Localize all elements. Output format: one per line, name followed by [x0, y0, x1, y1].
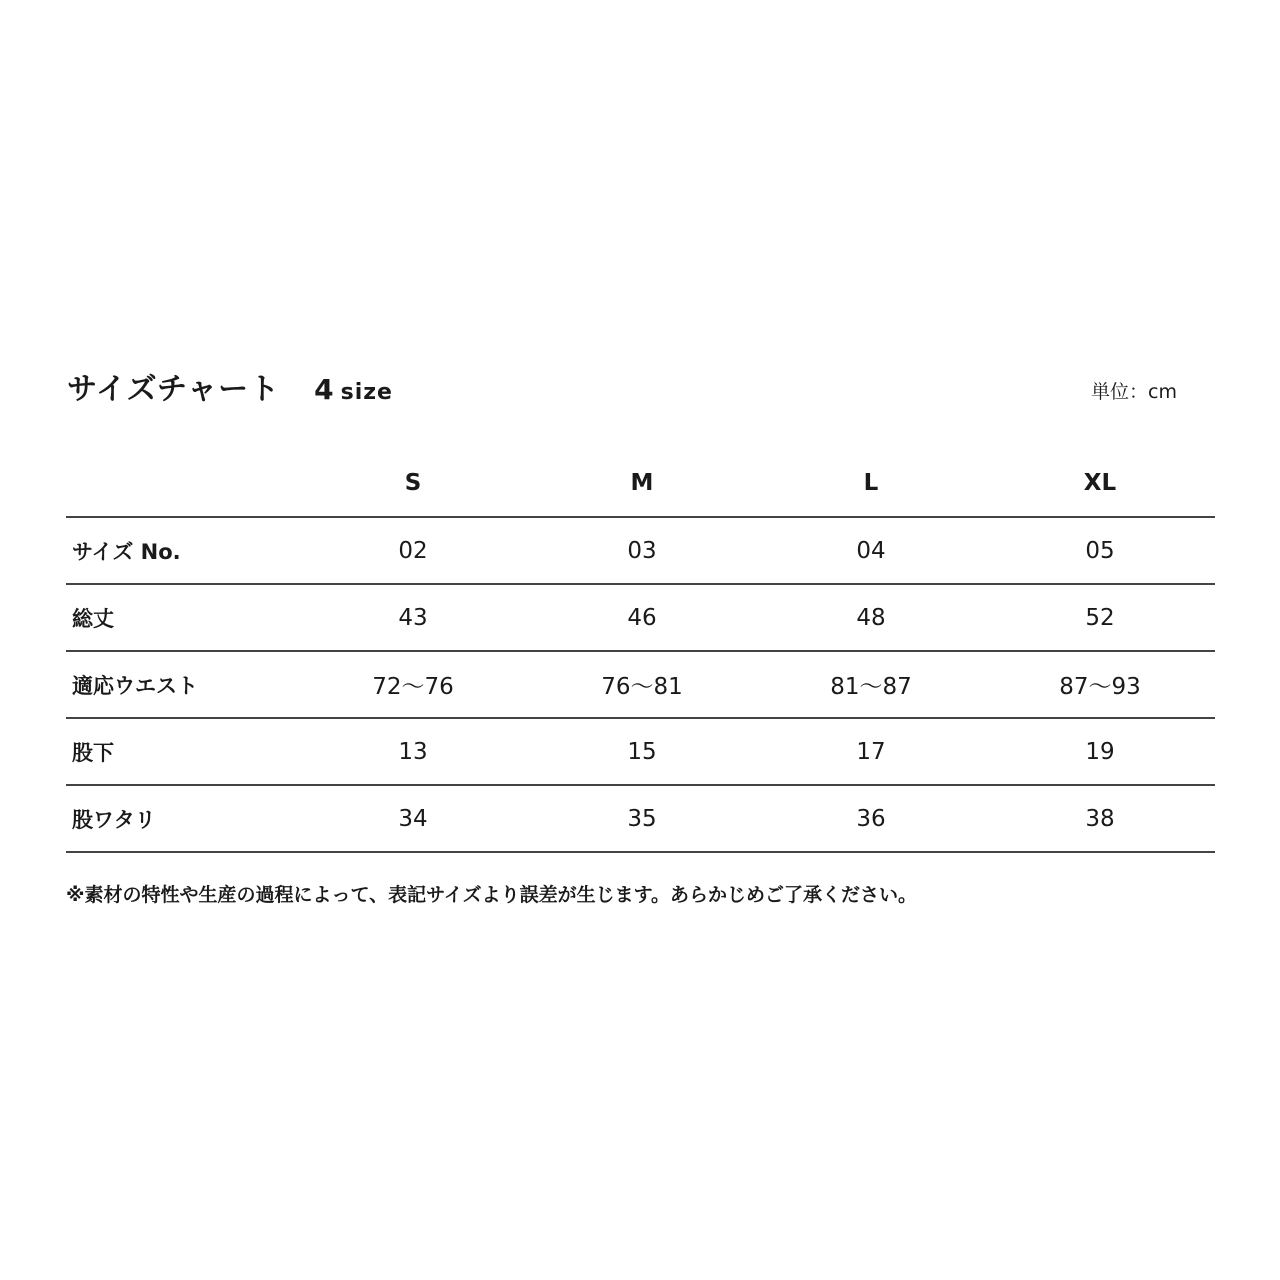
row-label: 股ワタリ — [72, 807, 156, 832]
column-header-m: M — [630, 470, 654, 496]
table-cell: 38 — [1085, 805, 1115, 832]
unit-label: 単位：cm — [1091, 381, 1177, 403]
title-text: サイズチャート — [67, 372, 281, 407]
row-label: 股下 — [72, 740, 114, 765]
row-label: 適応ウエスト — [72, 673, 198, 698]
page-title — [67, 368, 393, 415]
table-cell: 34 — [398, 805, 428, 832]
table-row-thigh — [66, 784, 1215, 853]
size-count: 4 — [314, 373, 335, 406]
table-row-inseam — [66, 717, 1215, 784]
table-cell: 35 — [627, 805, 657, 832]
title-row — [67, 368, 1177, 412]
table-cell: 04 — [856, 537, 886, 564]
table-row-waist — [66, 650, 1215, 717]
size-table — [66, 450, 1215, 853]
size-count-unit: size — [340, 380, 393, 405]
table-cell: 17 — [856, 738, 886, 765]
table-cell: 76〜81 — [601, 674, 683, 700]
table-cell: 36 — [856, 805, 886, 832]
table-cell: 46 — [627, 604, 657, 631]
table-row-size-no — [66, 516, 1215, 583]
column-header-l: L — [863, 470, 879, 496]
table-cell: 05 — [1085, 537, 1115, 564]
table-cell: 52 — [1085, 604, 1115, 631]
table-cell: 19 — [1085, 738, 1115, 765]
table-header-row — [66, 450, 1215, 516]
size-disclaimer-note: ※素材の特性や生産の過程によって、表記サイズより誤差が生じます。あらかじめご了承ください。 — [66, 884, 918, 906]
table-cell: 87〜93 — [1059, 674, 1141, 700]
row-label: サイズ No. — [72, 539, 181, 564]
table-cell: 13 — [398, 738, 428, 765]
table-cell: 43 — [398, 604, 428, 631]
table-cell: 72〜76 — [372, 674, 454, 700]
column-header-s: S — [404, 470, 422, 496]
row-label: 総丈 — [72, 606, 114, 631]
table-cell: 02 — [398, 537, 428, 564]
table-cell: 15 — [627, 738, 657, 765]
table-cell: 03 — [627, 537, 657, 564]
column-header-xl: XL — [1083, 470, 1117, 496]
table-cell: 81〜87 — [830, 674, 912, 700]
table-row-total-length — [66, 583, 1215, 650]
table-cell: 48 — [856, 604, 886, 631]
